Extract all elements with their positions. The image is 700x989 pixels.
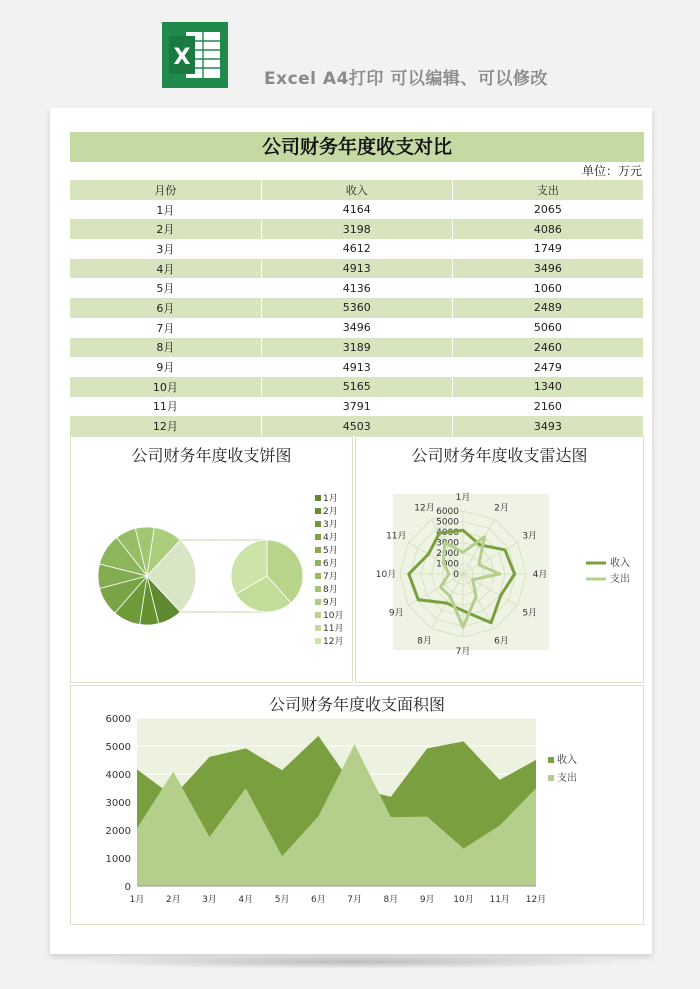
income-cell: 4913 xyxy=(261,357,452,377)
sheet-shadow xyxy=(62,955,642,969)
radar-tick-label: 5000 xyxy=(436,517,459,528)
table-row xyxy=(70,239,644,259)
legend-label: 8月 xyxy=(323,585,338,595)
logo-letter: X xyxy=(173,45,191,70)
column-header-income: 收入 xyxy=(261,180,452,200)
expense-cell: 1060 xyxy=(452,278,643,298)
banner-title: Excel A4打印 可以编辑、可以修改 xyxy=(264,69,548,89)
legend-label: 支出 xyxy=(610,574,630,585)
column-header-month: 月份 xyxy=(70,180,261,200)
x-tick-label: 3月 xyxy=(202,895,217,905)
expense-cell: 5060 xyxy=(452,318,643,338)
legend-label: 收入 xyxy=(610,558,630,569)
expense-cell: 3493 xyxy=(452,416,643,436)
radar-category-label: 3月 xyxy=(522,531,538,542)
income-cell: 5360 xyxy=(261,298,452,318)
table-row xyxy=(70,278,644,298)
month-cell: 10月 xyxy=(70,377,261,397)
x-tick-label: 5月 xyxy=(274,895,290,905)
x-tick-label: 11月 xyxy=(489,895,510,905)
top-banner xyxy=(0,0,700,104)
x-tick-label: 2月 xyxy=(165,895,181,905)
x-tick-label: 10月 xyxy=(453,895,474,905)
income-cell: 5165 xyxy=(261,377,452,397)
column-header-expense: 支出 xyxy=(452,180,643,200)
table-row xyxy=(70,397,644,417)
legend-swatch xyxy=(315,508,321,514)
legend-swatch xyxy=(315,599,321,605)
month-cell: 8月 xyxy=(70,338,261,358)
area-chart xyxy=(71,686,643,924)
month-cell: 6月 xyxy=(70,298,261,318)
y-tick-label: 5000 xyxy=(105,742,131,753)
y-tick-label: 0 xyxy=(124,882,131,893)
income-cell: 3198 xyxy=(261,219,452,239)
legend-swatch xyxy=(548,757,554,763)
radar-tick-label: 2000 xyxy=(436,549,459,559)
month-cell: 9月 xyxy=(70,357,261,377)
legend-label: 7月 xyxy=(323,572,338,582)
expense-cell: 2479 xyxy=(452,357,643,377)
radar-category-label: 2月 xyxy=(494,503,509,514)
month-cell: 1月 xyxy=(70,200,261,220)
finance-table xyxy=(70,132,644,436)
expense-cell: 2065 xyxy=(452,200,643,220)
legend-swatch xyxy=(315,560,321,566)
legend-swatch xyxy=(315,534,321,540)
legend-label: 9月 xyxy=(323,598,338,608)
legend-label: 2月 xyxy=(323,507,338,517)
radar-chart-title: 公司财务年度收支雷达图 xyxy=(411,446,588,465)
x-tick-label: 12月 xyxy=(525,895,547,905)
y-tick-label: 6000 xyxy=(105,714,131,725)
expense-cell: 2460 xyxy=(452,338,643,358)
table-header-row xyxy=(70,180,644,200)
table-row xyxy=(70,298,644,318)
month-cell: 3月 xyxy=(70,239,261,259)
month-cell: 4月 xyxy=(70,259,261,279)
y-tick-label: 1000 xyxy=(105,854,131,865)
table-row xyxy=(70,200,644,220)
month-cell: 7月 xyxy=(70,318,261,338)
income-cell: 4136 xyxy=(261,278,452,298)
radar-chart-panel xyxy=(355,436,644,683)
income-cell: 4164 xyxy=(261,200,452,220)
radar-tick-label: 3000 xyxy=(436,538,459,549)
pie-chart-panel xyxy=(70,436,353,683)
legend-label: 支出 xyxy=(557,773,577,784)
month-cell: 11月 xyxy=(70,397,261,417)
expense-cell: 2489 xyxy=(452,298,643,318)
pie-chart-title: 公司财务年度收支饼图 xyxy=(131,446,292,465)
legend-swatch xyxy=(315,495,321,501)
legend-label: 10月 xyxy=(323,611,344,621)
month-cell: 12月 xyxy=(70,416,261,436)
table-row xyxy=(70,416,644,436)
legend-swatch xyxy=(315,547,321,553)
legend-swatch xyxy=(548,775,554,781)
radar-category-label: 12月 xyxy=(414,503,435,514)
unit-label: 单位：万元 xyxy=(70,162,644,180)
legend-label: 收入 xyxy=(557,755,577,766)
radar-tick-label: 1000 xyxy=(436,559,459,570)
month-cell: 2月 xyxy=(70,219,261,239)
y-tick-label: 4000 xyxy=(105,770,131,781)
legend-label: 3月 xyxy=(323,520,338,530)
income-cell: 3189 xyxy=(261,338,452,358)
legend-swatch xyxy=(315,638,321,644)
legend-label: 5月 xyxy=(323,546,338,556)
legend-label: 4月 xyxy=(323,533,338,543)
expense-cell: 2160 xyxy=(452,397,643,417)
expense-cell: 3496 xyxy=(452,259,643,279)
y-tick-label: 3000 xyxy=(105,798,131,809)
table-row xyxy=(70,219,644,239)
radar-tick-label: 4000 xyxy=(436,528,459,538)
legend-label: 1月 xyxy=(323,494,338,504)
legend-label: 11月 xyxy=(323,624,344,634)
y-tick-label: 2000 xyxy=(105,826,131,837)
income-cell: 3791 xyxy=(261,397,452,417)
radar-tick-label: 6000 xyxy=(436,507,459,517)
income-cell: 4612 xyxy=(261,239,452,259)
legend-swatch xyxy=(315,521,321,527)
radar-category-label: 9月 xyxy=(388,608,404,619)
radar-category-label: 1月 xyxy=(455,493,471,503)
income-cell: 3496 xyxy=(261,318,452,338)
area-chart-panel xyxy=(70,685,644,925)
x-tick-label: 7月 xyxy=(347,895,362,905)
legend-swatch xyxy=(315,573,321,579)
legend-swatch xyxy=(315,625,321,631)
x-tick-label: 4月 xyxy=(238,895,254,905)
pie-chart xyxy=(71,437,352,682)
radar-category-label: 4月 xyxy=(532,570,548,580)
table-row xyxy=(70,357,644,377)
radar-category-label: 7月 xyxy=(455,647,471,657)
radar-category-label: 11月 xyxy=(386,531,407,542)
excel-logo-icon xyxy=(162,22,228,88)
x-tick-label: 6月 xyxy=(311,895,326,905)
radar-category-label: 10月 xyxy=(375,570,397,580)
x-tick-label: 8月 xyxy=(383,895,399,905)
table-row xyxy=(70,377,644,397)
expense-cell: 1749 xyxy=(452,239,643,259)
month-cell: 5月 xyxy=(70,278,261,298)
radar-category-label: 6月 xyxy=(494,636,509,647)
income-cell: 4503 xyxy=(261,416,452,436)
radar-category-label: 8月 xyxy=(417,636,432,647)
legend-label: 6月 xyxy=(323,559,338,569)
radar-tick-label: 0 xyxy=(453,570,459,580)
table-row xyxy=(70,259,644,279)
legend-label: 12月 xyxy=(323,637,344,647)
legend-swatch xyxy=(315,612,321,618)
legend-swatch xyxy=(315,586,321,592)
data-table xyxy=(70,180,644,436)
expense-cell: 4086 xyxy=(452,219,643,239)
radar-category-label: 5月 xyxy=(522,608,538,619)
table-row xyxy=(70,338,644,358)
expense-cell: 1340 xyxy=(452,377,643,397)
table-row xyxy=(70,318,644,338)
radar-chart xyxy=(356,437,643,682)
x-tick-label: 9月 xyxy=(419,895,435,905)
table-title: 公司财务年度收支对比 xyxy=(70,132,644,162)
area-chart-title: 公司财务年度收支面积图 xyxy=(268,695,445,714)
income-cell: 4913 xyxy=(261,259,452,279)
x-tick-label: 1月 xyxy=(129,895,145,905)
